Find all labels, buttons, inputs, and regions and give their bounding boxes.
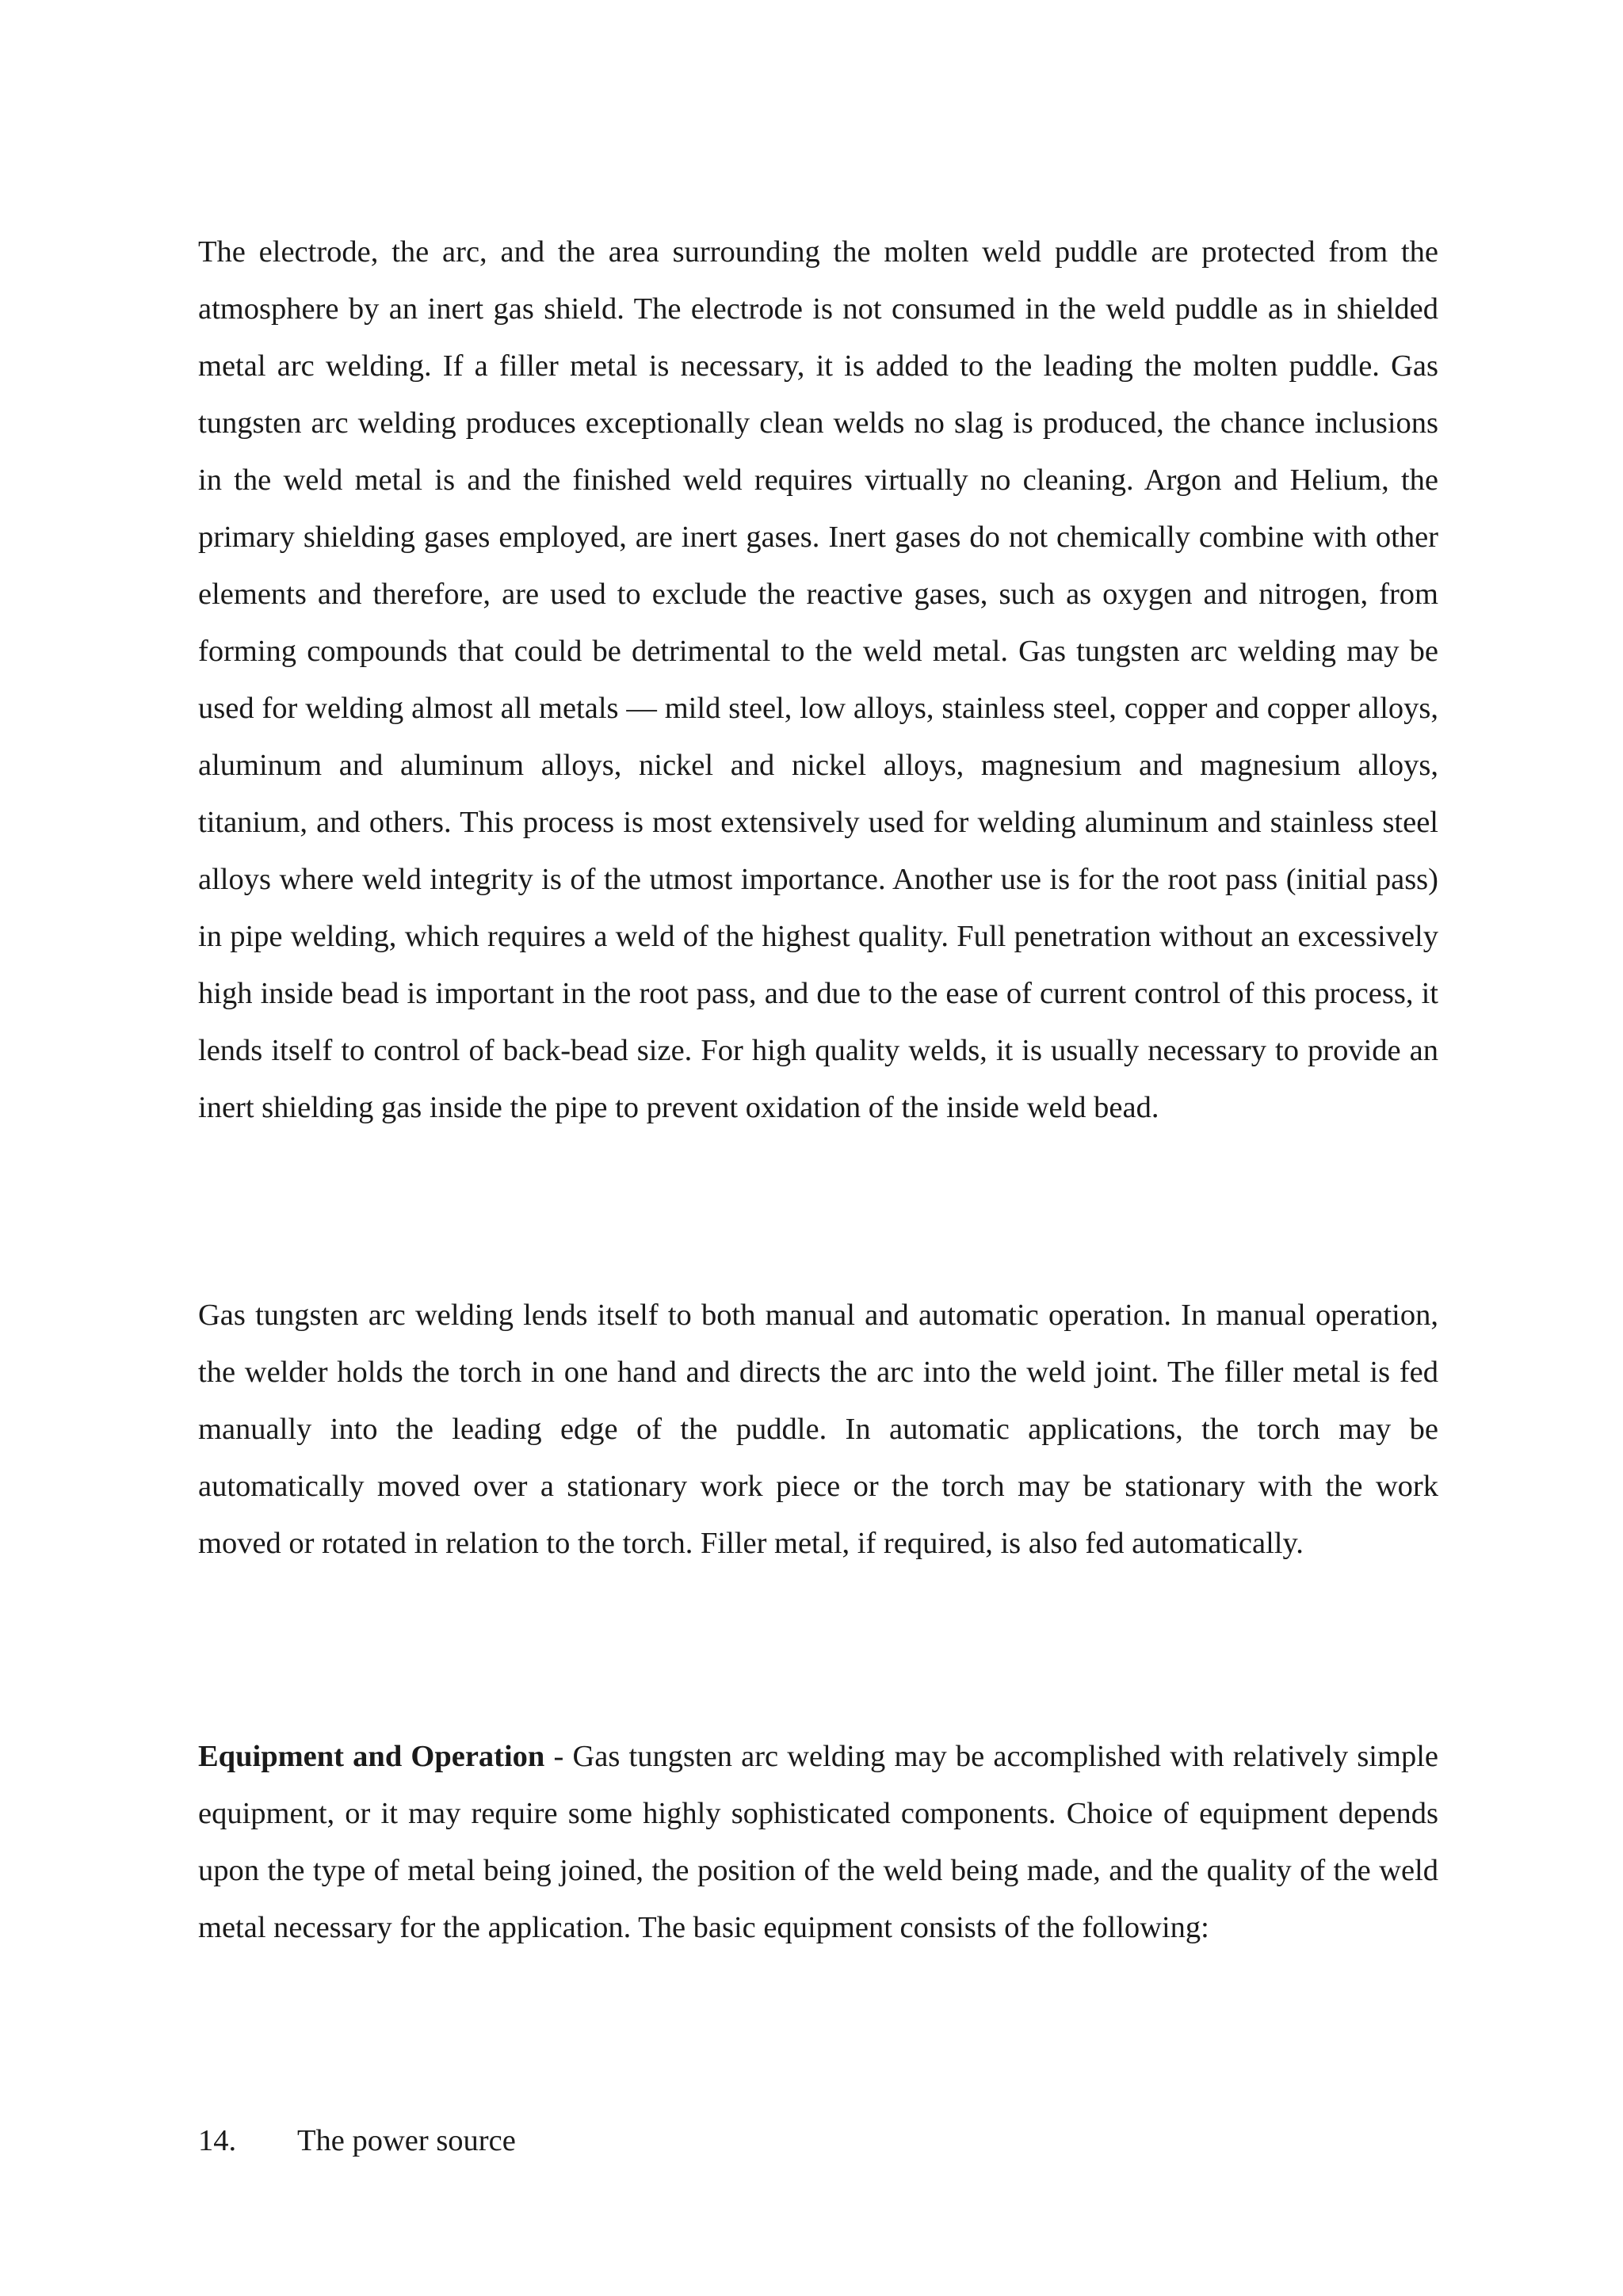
paragraph-manual-automatic-operation: Gas tungsten arc welding lends itself to both manual and automatic operation. In manual operation, the welder holds the torch in one hand and directs the arc into the weld joint. The filler metal is fed manually into the leading edge of the puddle. In automatic applications, the torch may be automatically moved over a stationary work piece or the torch may be stationary with the work moved or rotated in relation to the torch. Filler metal, if required, is also fed automatically. [198,1299,1438,1560]
paragraph-gtaw-shielding: The electrode, the arc, and the area surrounding the molten weld puddle are protected from the atmosphere by an inert gas shield. The electrode is not consumed in the weld puddle as in shielded metal arc welding. If a filler metal is necessary, it is added to the leading the molten puddle. Gas tungsten arc welding produces exceptionally clean welds no slag is produced, the chance inclusions in the weld metal is and the finished weld requires virtually no cleaning. Argon and Helium, the primary shielding gases employed, are inert gases. Inert gases do not chemically combine with other elements and therefore, are used to exclude the reactive gases, such as oxygen and nitrogen, from forming compounds that could be detrimental to the weld metal. Gas tungsten arc welding may be used for welding almost all metals — mild steel, low alloys, stainless steel, copper and copper alloys, aluminum and aluminum alloys, nickel and nickel alloys, magnesium and magnesium alloys, titanium, and others. This process is most extensively used for welding aluminum and stainless steel alloys where weld integrity is of the utmost importance. Another use is for the root pass (initial pass) in pipe welding, which requires a weld of the highest quality. Full penetration without an excessively high inside bead is important in the root pass, and due to the ease of current control of this process, it lends itself to control of back-bead size. For high quality welds, it is usually necessary to provide an inert shielding gas inside the pipe to prevent oxidation of the inside weld bead. [198,235,1438,1124]
list-item-power-source [198,2112,516,2169]
list-item-text: The power source [297,2124,516,2157]
list-item-number: 14. [198,2124,237,2157]
paragraph-equipment-text: Gas tungsten arc welding may be accomplished with relatively simple equipment, or it may require some highly sophisticated components. Choice of equipment depends upon the type of metal being joined, the position of the weld being made, and the quality of the weld metal necessary for the application. The basic equipment consists of the following: [198,1740,1438,1944]
section-heading-equipment-and-operation: Equipment and Operation [198,1740,545,1773]
heading-separator: - [544,1740,573,1773]
paragraph-equipment-and-operation [198,1728,1438,1956]
